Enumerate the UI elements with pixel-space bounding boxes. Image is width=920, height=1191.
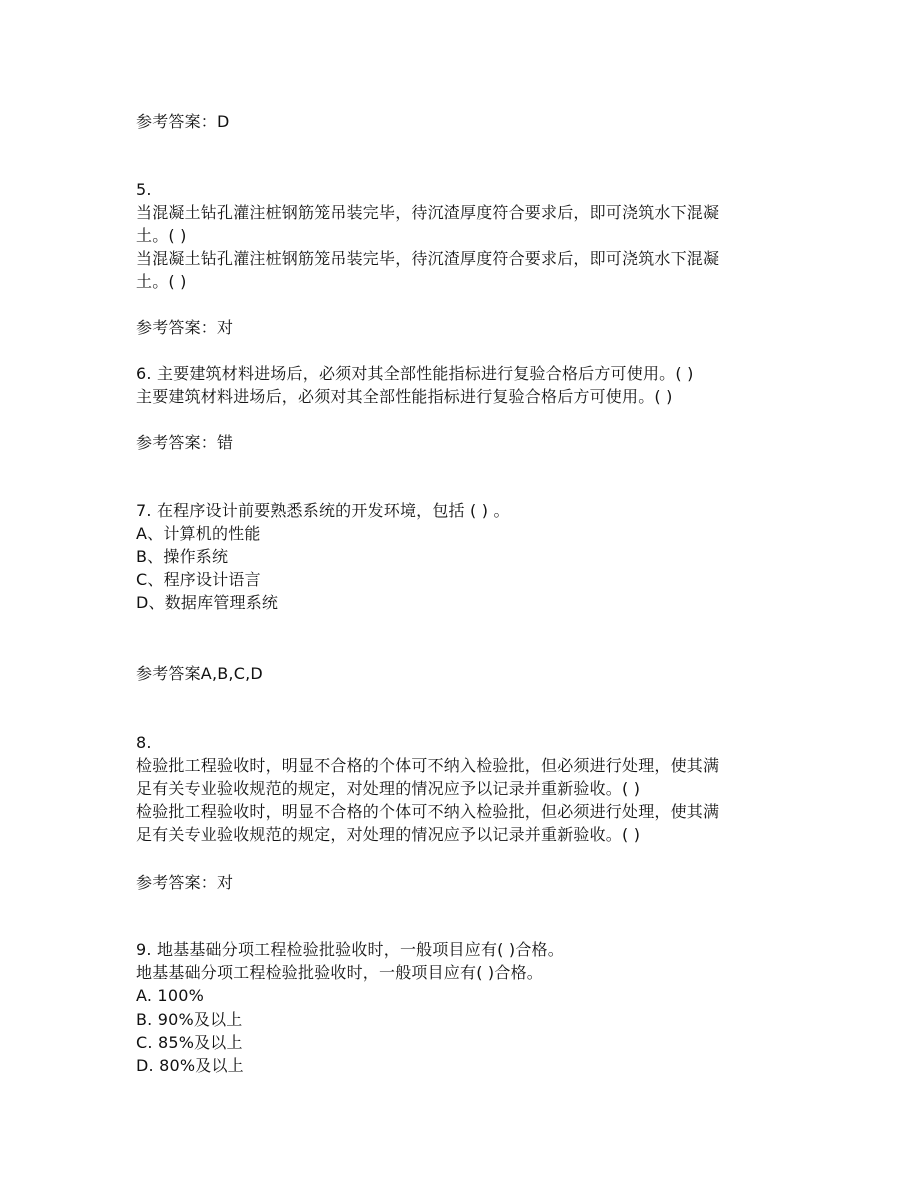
question-8-stem-line2: 足有关专业验收规范的规定，对处理的情况应予以记录并重新验收。( )	[136, 779, 641, 798]
question-9-option-d: D. 80%及以上	[136, 1056, 244, 1075]
question-6-repeat: 主要建筑材料进场后，必须对其全部性能指标进行复验合格后方可使用。( )	[136, 387, 673, 406]
answer-q4: 参考答案：D	[136, 112, 230, 131]
question-7-stem: 7. 在程序设计前要熟悉系统的开发环境，包括 ( ) 。	[136, 501, 510, 520]
answer-q8: 参考答案：对	[136, 873, 234, 892]
question-5-number: 5.	[136, 180, 152, 199]
question-7-option-d: D、数据库管理系统	[136, 593, 279, 612]
question-8-number: 8.	[136, 733, 152, 752]
question-8-repeat-line1: 检验批工程验收时，明显不合格的个体可不纳入检验批，但必须进行处理，使其满	[136, 802, 720, 821]
question-8-stem-line1: 检验批工程验收时，明显不合格的个体可不纳入检验批，但必须进行处理，使其满	[136, 756, 720, 775]
answer-q6: 参考答案：错	[136, 433, 234, 452]
answer-q7: 参考答案A,B,C,D	[136, 664, 263, 683]
question-7-option-c: C、程序设计语言	[136, 570, 261, 589]
question-7-option-a: A、计算机的性能	[136, 524, 261, 543]
question-9-option-c: C. 85%及以上	[136, 1033, 243, 1052]
question-8-repeat-line2: 足有关专业验收规范的规定，对处理的情况应予以记录并重新验收。( )	[136, 825, 641, 844]
question-5-repeat-line2: 土。( )	[136, 272, 187, 291]
question-9-option-b: B. 90%及以上	[136, 1010, 243, 1029]
question-5-stem-line2: 土。( )	[136, 226, 187, 245]
question-7-option-b: B、操作系统	[136, 547, 229, 566]
question-9-repeat: 地基基础分项工程检验批验收时，一般项目应有( )合格。	[136, 963, 543, 982]
question-5-stem-line1: 当混凝土钻孔灌注桩钢筋笼吊装完毕，待沉渣厚度符合要求后，即可浇筑水下混凝	[136, 203, 720, 222]
question-9-option-a: A. 100%	[136, 986, 204, 1005]
answer-q5: 参考答案：对	[136, 318, 234, 337]
question-6-stem: 6. 主要建筑材料进场后，必须对其全部性能指标进行复验合格后方可使用。( )	[136, 364, 694, 383]
question-5-repeat-line1: 当混凝土钻孔灌注桩钢筋笼吊装完毕，待沉渣厚度符合要求后，即可浇筑水下混凝	[136, 249, 720, 268]
question-9-stem: 9. 地基基础分项工程检验批验收时，一般项目应有( )合格。	[136, 940, 564, 959]
